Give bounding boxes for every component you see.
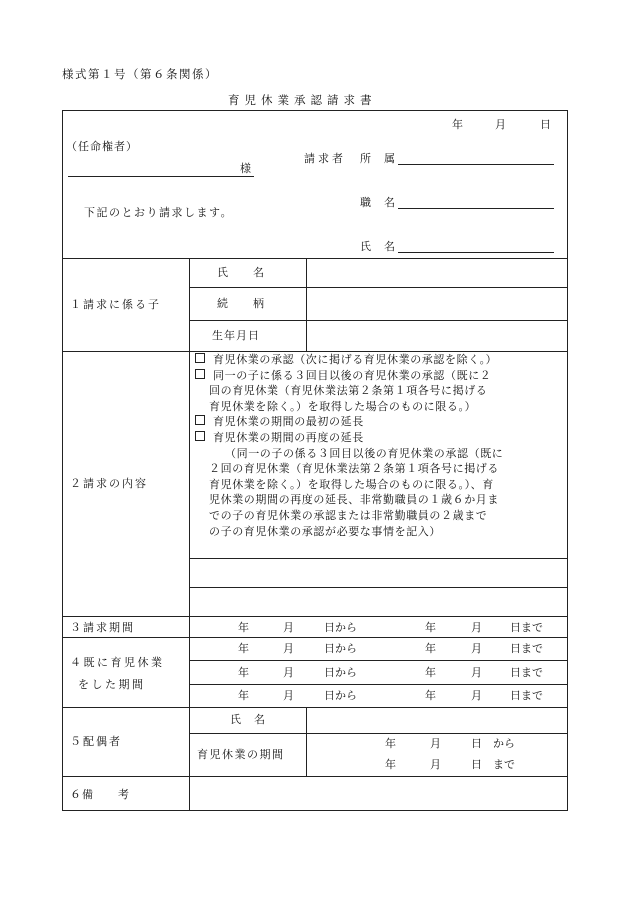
note-line: （同一の子の係る３回目以後の育児休業の承認（既に xyxy=(225,446,504,460)
document-title: 育児休業承認請求書 xyxy=(228,93,377,107)
section4-label-line2: をした期間 xyxy=(78,678,146,691)
post-line[interactable] xyxy=(398,208,554,209)
option-third-approval-cont2: 育児休業を除く。）を取得した場合のものに限る。） xyxy=(209,399,477,413)
date-year: 年 xyxy=(452,118,464,131)
section1-label: １請求に係る子 xyxy=(70,298,161,311)
affiliation-label-a: 所 xyxy=(360,152,372,165)
checkbox[interactable] xyxy=(195,431,205,441)
section6-label: ６備 考 xyxy=(70,788,130,801)
child-field-divider xyxy=(306,258,307,351)
appointer-label: （任命権者） xyxy=(66,140,138,153)
label-column-divider xyxy=(189,258,190,811)
child-birthdate-label: 生年月日 xyxy=(212,329,260,342)
divider-prev-2 xyxy=(189,684,568,685)
request-statement: 下記のとおり請求します。 xyxy=(84,206,234,219)
divider-prev-1 xyxy=(189,660,568,661)
option-third-approval[interactable]: 同一の子に係る３回目以後の育児休業の承認（既に２ xyxy=(195,368,561,384)
child-relation-label: 続 柄 xyxy=(217,297,265,310)
spouse-leave-period-label: 育児休業の期間 xyxy=(197,748,285,761)
option-first-extension[interactable]: 育児休業の期間の最初の延長 xyxy=(195,414,561,430)
section2-label: ２請求の内容 xyxy=(70,477,148,490)
divider-section3 xyxy=(62,637,568,638)
name-label-b: 名 xyxy=(384,240,396,253)
checkbox[interactable] xyxy=(195,415,205,425)
divider-content-2 xyxy=(189,587,568,588)
divider-content-1 xyxy=(189,558,568,559)
note-line: の子の育児休業の承認が必要な事情を記入） xyxy=(209,524,441,538)
divider-top-section xyxy=(62,258,568,259)
divider-child-relation xyxy=(189,320,568,321)
spouse-field-divider xyxy=(306,707,307,776)
option-third-approval-cont1: 回の育児休業（育児休業法第２条第１項各号に掲げる xyxy=(209,384,488,398)
affiliation-line[interactable] xyxy=(398,164,554,165)
section4-label-line1: ４既に育児休業 xyxy=(70,656,165,669)
note-line: 育児休業を除く。）を取得した場合のものに限る。）、育 xyxy=(209,477,494,491)
post-label-b: 名 xyxy=(384,196,396,209)
option-second-extension[interactable]: 育児休業の期間の再度の延長 xyxy=(195,430,561,446)
form-number: 様式第１号（第６条関係） xyxy=(62,67,218,81)
section3-label: ３請求期間 xyxy=(70,621,135,634)
spouse-name-label: 氏 名 xyxy=(230,713,266,726)
section5-label: ５配偶者 xyxy=(70,735,122,748)
divider-section2 xyxy=(62,616,568,617)
appointer-line[interactable] xyxy=(68,176,254,177)
child-name-label: 氏 名 xyxy=(217,266,265,279)
name-label-a: 氏 xyxy=(360,240,372,253)
honorific-sama: 様 xyxy=(240,162,252,175)
note-line: 児休業の期間の再度の延長、非常勤職員の１歳６か月ま xyxy=(209,493,499,507)
checkbox[interactable] xyxy=(195,353,205,363)
requester-label: 請求者 xyxy=(304,152,346,165)
post-label-a: 職 xyxy=(360,196,372,209)
divider-section4 xyxy=(62,707,568,708)
request-content xyxy=(195,352,561,539)
divider-child-name xyxy=(189,287,568,288)
option-approval[interactable]: 育児休業の承認（次に掲げる育児休業の承認を除く。） xyxy=(195,352,561,368)
affiliation-label-b: 属 xyxy=(384,152,396,165)
note-line: での子の育児休業の承認または非常勤職員の２歳まで xyxy=(209,508,488,522)
divider-section5 xyxy=(62,776,568,777)
checkbox[interactable] xyxy=(195,369,205,379)
name-line[interactable] xyxy=(398,252,554,253)
divider-spouse-name xyxy=(189,733,568,734)
date-month: 月 xyxy=(495,118,507,131)
note-line: ２回の育児休業（育児休業法第２条第１項各号に掲げる xyxy=(209,462,499,476)
date-day: 日 xyxy=(540,118,552,131)
